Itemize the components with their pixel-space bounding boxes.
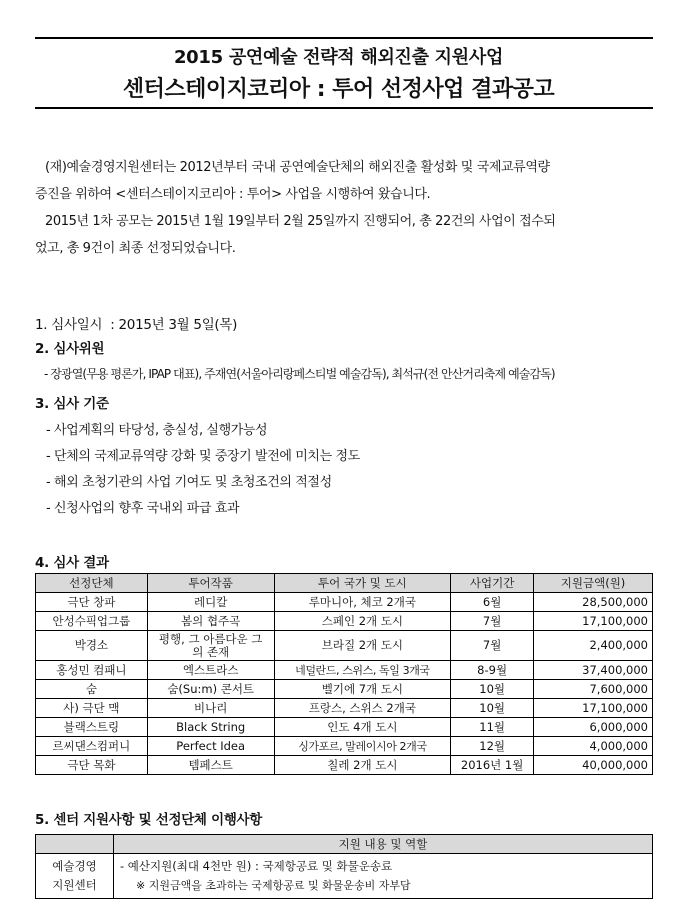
section-1-label: 1. 심사일시 xyxy=(35,317,103,333)
table-cell: 6월 xyxy=(451,593,534,612)
intro-para1-line2: 증진을 위하여 <센터스테이지코리아 : 투어> 사업을 시행하여 왔습니다. xyxy=(35,187,431,202)
header-cell: 투어 국가 및 도시 xyxy=(274,574,451,593)
support-table xyxy=(35,834,653,899)
table-row xyxy=(36,718,653,737)
table-cell: 브라질 2개 도시 xyxy=(274,631,451,661)
table-row xyxy=(36,661,653,680)
table-cell: 11월 xyxy=(451,718,534,737)
table-cell: 40,000,000 xyxy=(534,756,653,775)
table-cell: 루마니아, 체코 2개국 xyxy=(274,593,451,612)
table-cell: 극단 목화 xyxy=(36,756,148,775)
table-cell: 레디칼 xyxy=(147,593,274,612)
table-cell: 6,000,000 xyxy=(534,718,653,737)
results-header-row xyxy=(36,574,653,593)
table-cell: 4,000,000 xyxy=(534,737,653,756)
table-cell: 박경소 xyxy=(36,631,148,661)
table-row xyxy=(36,680,653,699)
table-cell: 10월 xyxy=(451,699,534,718)
support-row-label-line2: 지원센터 xyxy=(52,878,97,892)
table-row xyxy=(36,737,653,756)
table-cell: 템페스트 xyxy=(147,756,274,775)
table-cell: 비나리 xyxy=(147,699,274,718)
table-cell: 칠레 2개 도시 xyxy=(274,756,451,775)
table-cell: 르씨댄스컴퍼니 xyxy=(36,737,148,756)
support-header-cell: 지원 내용 및 역할 xyxy=(114,835,653,854)
table-cell: 숨 xyxy=(36,680,148,699)
table-cell: 극단 창파 xyxy=(36,593,148,612)
table-cell: 벨기에 7개 도시 xyxy=(274,680,451,699)
support-row xyxy=(36,854,653,899)
table-cell: Perfect Idea xyxy=(147,737,274,756)
section-2-label: 2. 심사위원 xyxy=(35,341,105,357)
table-cell: 인도 4개 도시 xyxy=(274,718,451,737)
table-row xyxy=(36,756,653,775)
intro-para2-line1: 2015년 1차 공모는 2015년 1월 19일부터 2월 25일까지 진행되어, 총 22건의 사업이 접수되 xyxy=(45,214,556,229)
table-row xyxy=(36,612,653,631)
support-line: - 예산지원(최대 4천만 원) : 국제항공료 및 화물운송료 xyxy=(120,859,393,873)
table-cell: 17,100,000 xyxy=(534,699,653,718)
page-title-line2: 센터스테이지코리아 : 투어 선정사업 결과공고 xyxy=(122,77,555,102)
section-3-label: 3. 심사 기준 xyxy=(35,396,109,412)
section-2-item: - 장광열(무용 평론가, IPAP 대표), 주재연(서울아리랑페스티벌 예술감독), 최석규(전 안산거리축제 예술감독) xyxy=(44,367,555,381)
criteria-item: - 해외 초청기관의 사업 기여도 및 초청조건의 적절성 xyxy=(46,475,332,490)
table-cell: 엑스트라스 xyxy=(147,661,274,680)
results-table xyxy=(35,573,653,775)
table-row xyxy=(36,699,653,718)
table-cell: 봄의 협주곡 xyxy=(147,612,274,631)
top-rule xyxy=(35,37,653,39)
title-bottom-rule xyxy=(35,107,653,109)
table-cell: 7월 xyxy=(451,612,534,631)
criteria-item: - 단체의 국제교류역량 강화 및 중장기 발전에 미치는 정도 xyxy=(46,449,360,464)
table-cell: 12월 xyxy=(451,737,534,756)
table-row xyxy=(36,593,653,612)
header-cell: 투어작품 xyxy=(147,574,274,593)
table-cell: 10월 xyxy=(451,680,534,699)
support-row-content xyxy=(114,854,653,899)
table-cell: 블랙스트링 xyxy=(36,718,148,737)
table-cell: 17,100,000 xyxy=(534,612,653,631)
intro-para2-line2: 었고, 총 9건이 최종 선정되었습니다. xyxy=(35,241,236,256)
table-cell: 28,500,000 xyxy=(534,593,653,612)
table-cell: 안성수픽업그룹 xyxy=(36,612,148,631)
criteria-item: - 신청사업의 향후 국내외 파급 효과 xyxy=(46,501,240,516)
header-cell: 선정단체 xyxy=(36,574,148,593)
table-cell: 네덜란드, 스위스, 독일 3개국 xyxy=(274,661,451,680)
header-cell: 사업기간 xyxy=(451,574,534,593)
table-cell: 스페인 2개 도시 xyxy=(274,612,451,631)
table-cell: 7월 xyxy=(451,631,534,661)
header-cell: 지원금액(원) xyxy=(534,574,653,593)
intro-text xyxy=(35,154,653,262)
table-cell: 7,600,000 xyxy=(534,680,653,699)
criteria-item: - 사업계획의 타당성, 충실성, 실행가능성 xyxy=(46,423,268,438)
table-cell: 싱가포르, 말레이시아 2개국 xyxy=(274,737,451,756)
page-title-line1: 2015 공연예술 전략적 해외진출 지원사업 xyxy=(173,47,504,68)
support-row-label-line1: 예술경영 xyxy=(52,859,97,873)
section-1 xyxy=(35,313,237,333)
section-4-label: 4. 심사 결과 xyxy=(35,555,109,571)
table-cell: 2,400,000 xyxy=(534,631,653,661)
section-1-value: : 2015년 3월 5일(목) xyxy=(110,317,238,333)
support-note: ※ 지원금액을 초과하는 국제항공료 및 화물운송비 자부담 xyxy=(136,879,411,892)
table-cell: 홍성민 컴패니 xyxy=(36,661,148,680)
table-cell: 사) 극단 맥 xyxy=(36,699,148,718)
table-cell: 2016년 1월 xyxy=(451,756,534,775)
table-cell: 8-9월 xyxy=(451,661,534,680)
support-header-row xyxy=(36,835,653,854)
table-cell: 숨(Su:m) 콘서트 xyxy=(147,680,274,699)
support-row-label xyxy=(36,854,114,899)
support-header-blank xyxy=(36,835,114,854)
table-cell: Black String xyxy=(147,718,274,737)
section-5-label: 5. 센터 지원사항 및 선정단체 이행사항 xyxy=(35,812,263,828)
table-cell: 평행, 그 아름다운 그의 존재 xyxy=(147,631,274,661)
table-cell: 프랑스, 스위스 2개국 xyxy=(274,699,451,718)
table-row xyxy=(36,631,653,661)
table-cell: 37,400,000 xyxy=(534,661,653,680)
intro-para1-line1: (재)예술경영지원센터는 2012년부터 국내 공연예술단체의 해외진출 활성화 및 국제교류역량 xyxy=(45,160,550,175)
